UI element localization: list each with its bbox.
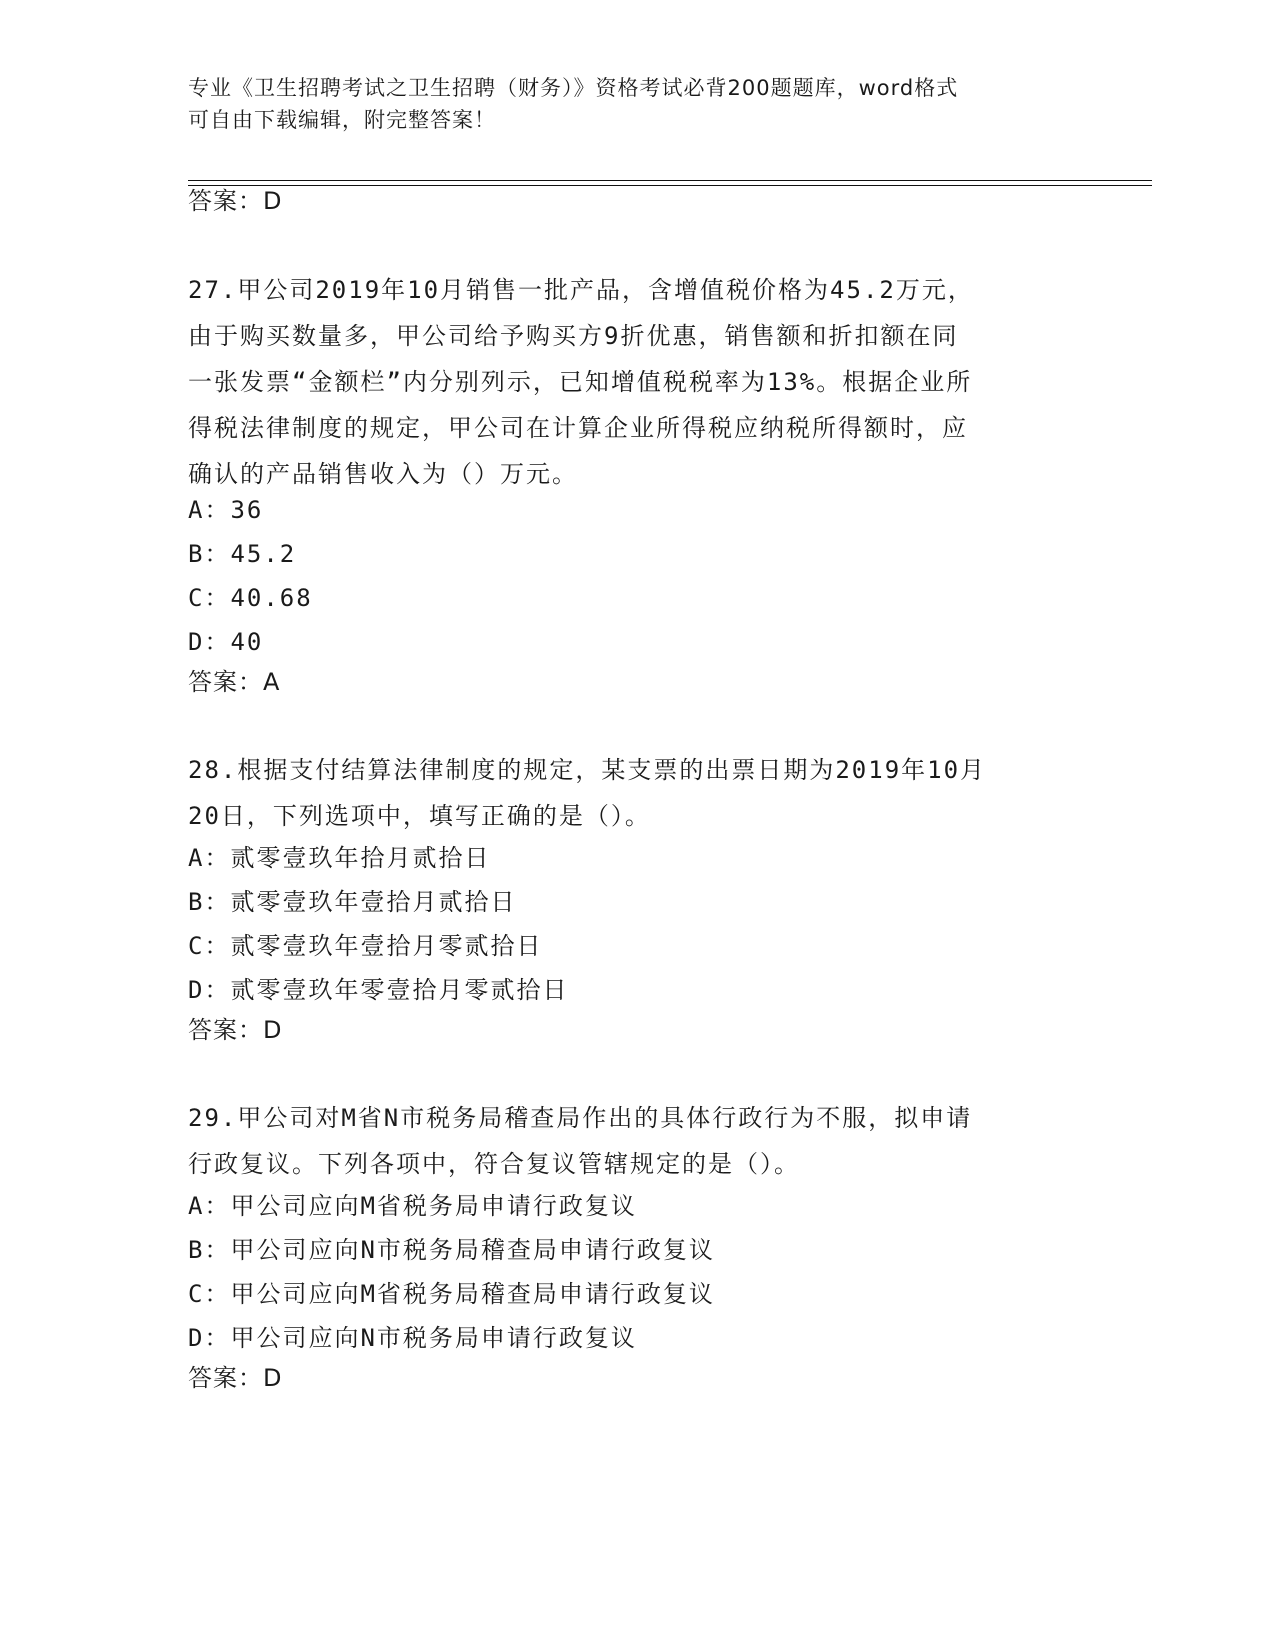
option-d: D：贰零壹玖年零壹拾月零贰拾日 <box>188 976 569 1004</box>
header-line-2: 可自由下载编辑，附完整答案！ <box>188 108 496 132</box>
question-line: 一张发票“金额栏”内分别列示，已知增值税税率为13%。根据企业所 <box>188 368 973 396</box>
option-b: B：贰零壹玖年壹拾月贰拾日 <box>188 888 517 916</box>
question-29 <box>188 1095 1088 1187</box>
question-28 <box>188 747 1088 839</box>
option-a: A：贰零壹玖年拾月贰拾日 <box>188 844 491 872</box>
option-a: A：36 <box>188 496 264 524</box>
question-line: 28.根据支付结算法律制度的规定，某支票的出票日期为2019年10月 <box>188 756 987 784</box>
question-line: 29.甲公司对M省N市税务局稽查局作出的具体行政行为不服，拟申请 <box>188 1104 973 1132</box>
question-line: 确认的产品销售收入为（）万元。 <box>188 460 578 488</box>
answer-prev: 答案：D <box>188 187 283 215</box>
option-c: C：40.68 <box>188 584 313 612</box>
option-b: B：甲公司应向N市税务局稽查局申请行政复议 <box>188 1236 715 1264</box>
answer-29: 答案：D <box>188 1364 283 1392</box>
option-d: D：甲公司应向N市税务局申请行政复议 <box>188 1324 637 1352</box>
header-line-1: 专业《卫生招聘考试之卫生招聘（财务）》资格考试必背200题题库，word格式 <box>188 76 959 100</box>
header-divider <box>188 180 1152 181</box>
question-line: 行政复议。下列各项中，符合复议管辖规定的是（）。 <box>188 1150 800 1178</box>
question-line: 27.甲公司2019年10月销售一批产品，含增值税价格为45.2万元， <box>188 276 974 304</box>
option-a: A：甲公司应向M省税务局申请行政复议 <box>188 1192 637 1220</box>
option-c: C：贰零壹玖年壹拾月零贰拾日 <box>188 932 543 960</box>
option-d: D：40 <box>188 628 264 656</box>
answer-28: 答案：D <box>188 1016 283 1044</box>
answer-27: 答案：A <box>188 668 281 696</box>
question-line: 20日，下列选项中，填写正确的是（）。 <box>188 802 651 830</box>
option-c: C：甲公司应向M省税务局稽查局申请行政复议 <box>188 1280 715 1308</box>
question-line: 得税法律制度的规定，甲公司在计算企业所得税应纳税所得额时，应 <box>188 414 968 442</box>
option-b: B：45.2 <box>188 540 297 568</box>
question-line: 由于购买数量多，甲公司给予购买方9折优惠，销售额和折扣额在同 <box>188 322 959 350</box>
page-header <box>188 72 1088 136</box>
header-divider-2 <box>188 185 1152 186</box>
question-27 <box>188 267 1088 497</box>
